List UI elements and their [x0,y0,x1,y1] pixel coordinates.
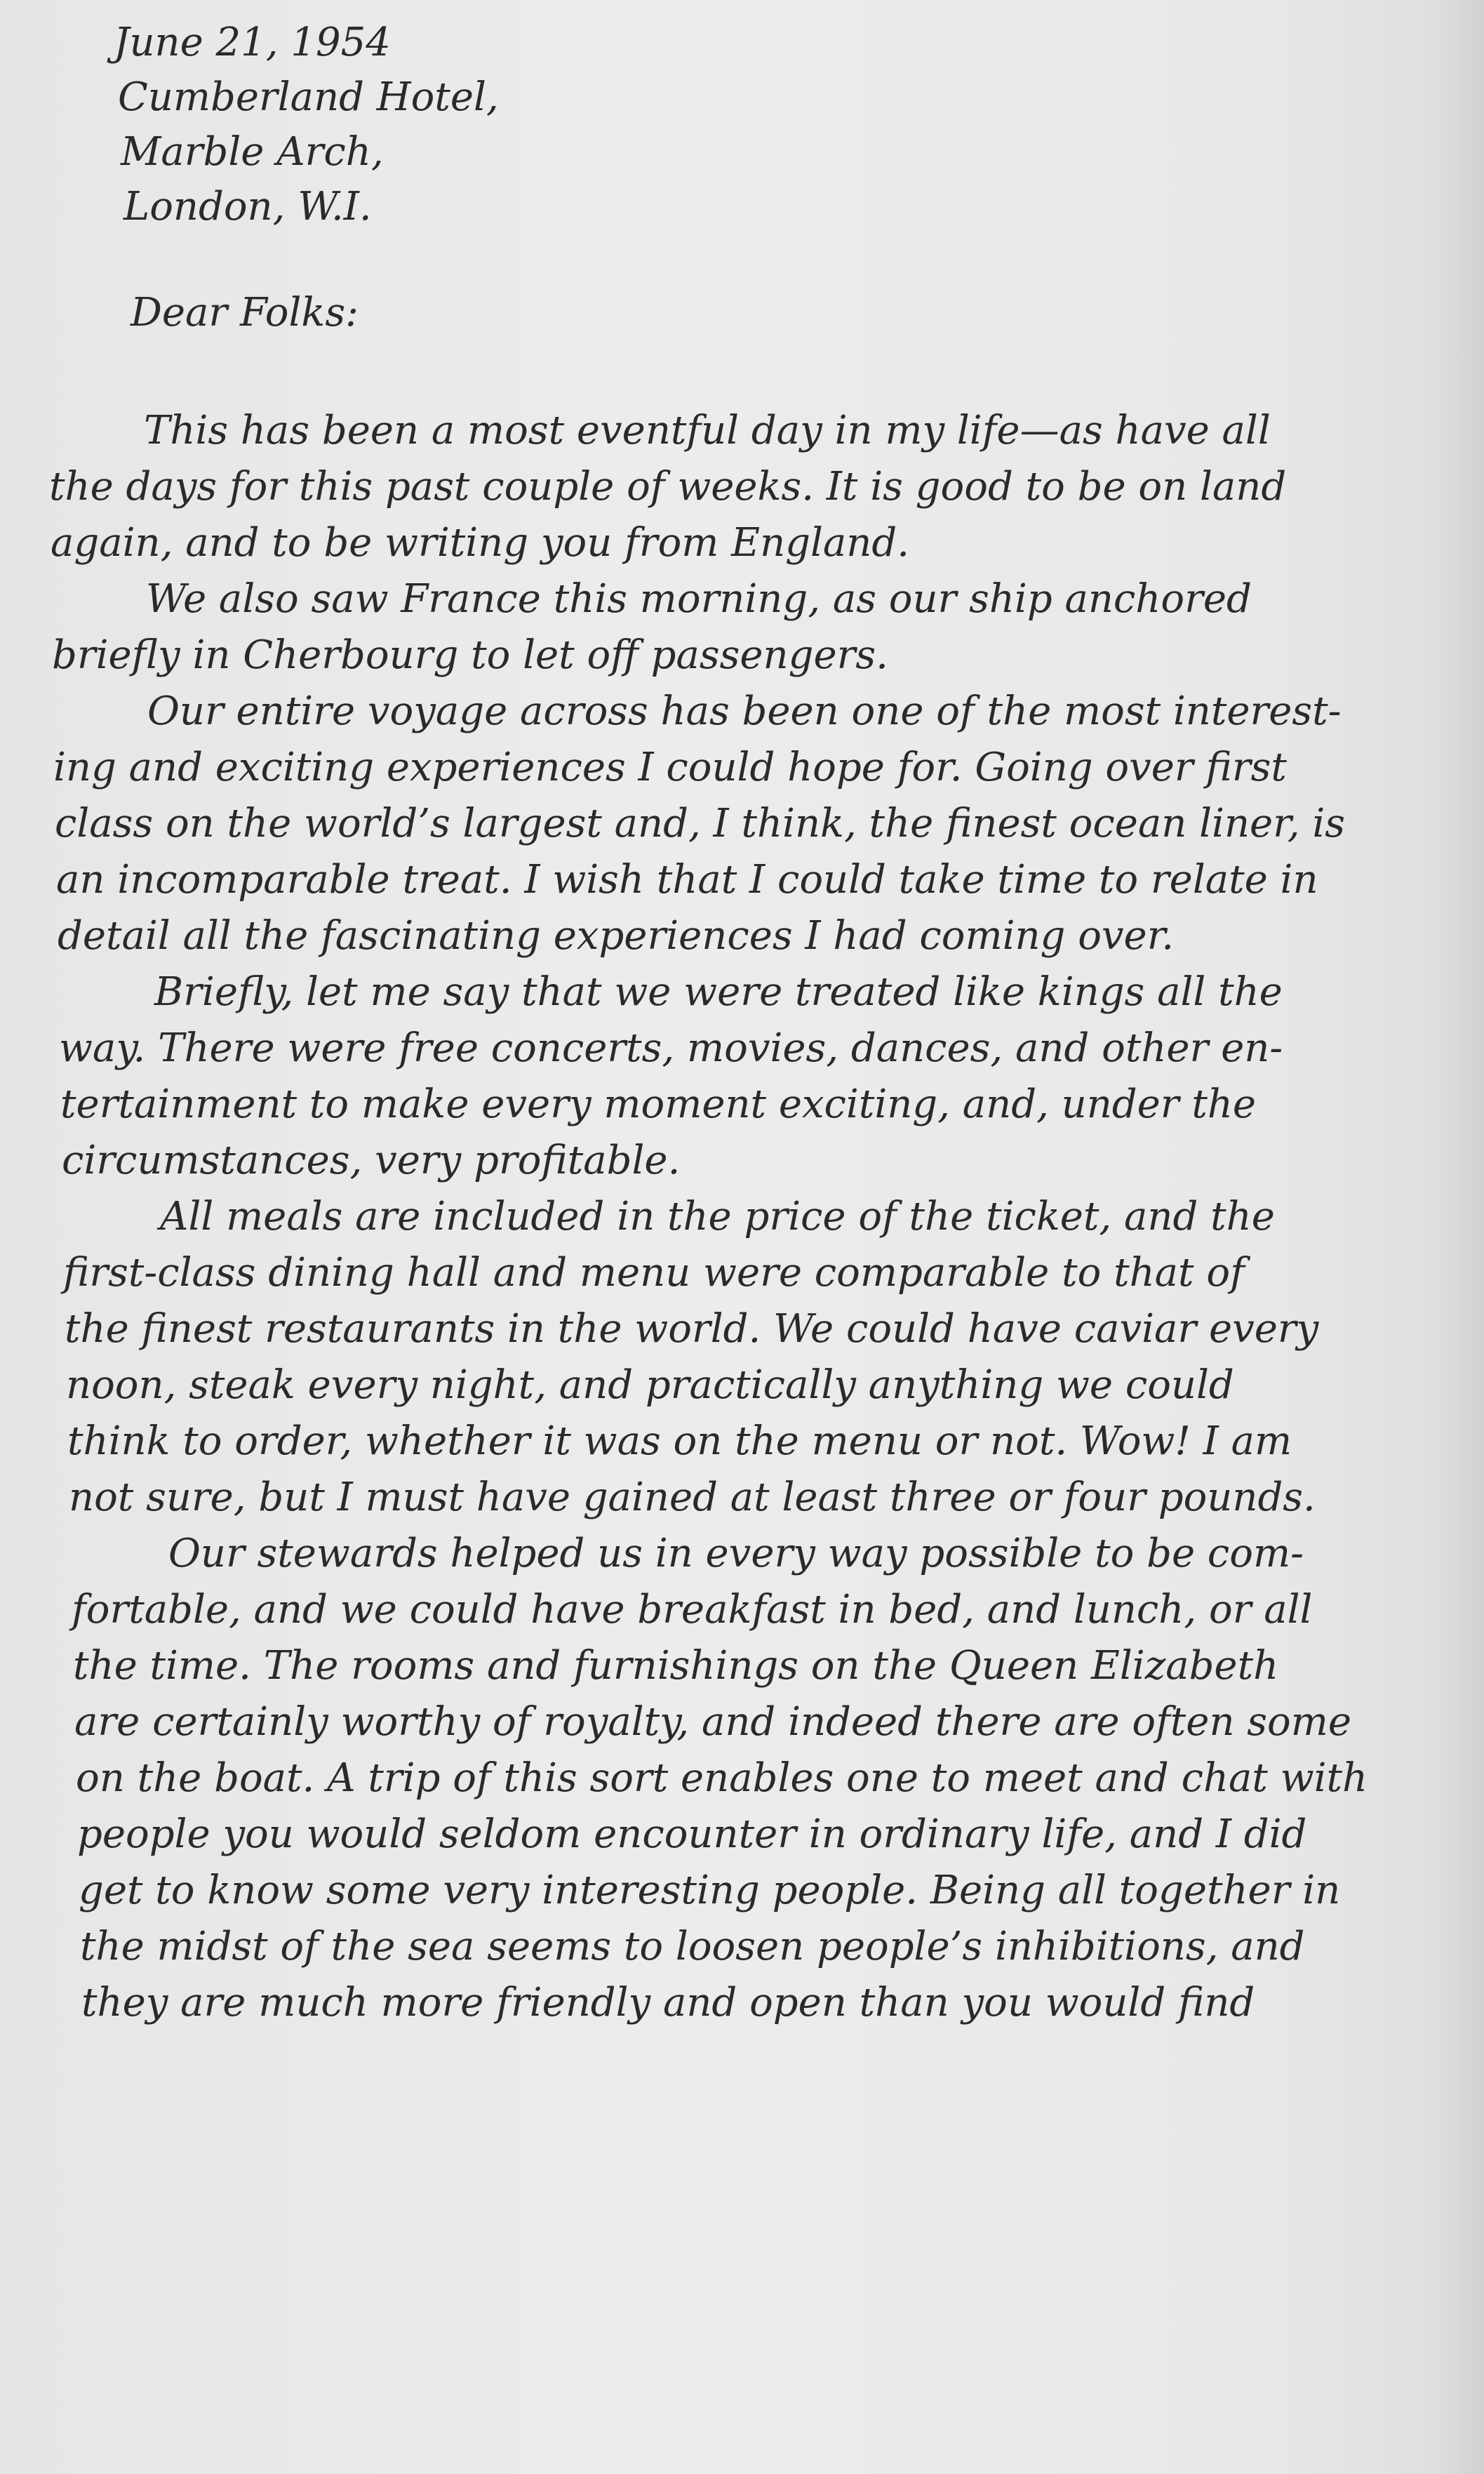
text-line: This has been a most eventful day in my life—as have all [144,408,1271,453]
paragraph [49,1189,1403,1526]
text-line: ing and exciting experiences I could hope for. Going over first [53,745,1287,790]
text-line: think to order, whether it was on the menu or not. Wow! I am [67,1418,1292,1464]
text-line: All meals are included in the price of the ticket, and the [160,1194,1275,1239]
paragraph [49,1526,1403,2031]
text-line: first-class dining hall and menu were comparable to that of [63,1250,1245,1296]
text-line: We also saw France this morning, as our ship anchored [146,576,1252,622]
text-line: an incomparable treat. I wish that I could take time to relate in [56,857,1318,903]
paragraph [49,684,1403,964]
text-line: noon, steak every night, and practically anything we could [66,1362,1234,1408]
letter-heading [49,15,1403,234]
paragraph [49,403,1403,571]
letter-salutation: Dear Folks: [131,290,359,335]
text-line: detail all the fascinating experiences I had coming over. [58,913,1175,959]
text-line: not sure, but I must have gained at least three or four pounds. [69,1475,1316,1520]
text-line: people you would seldom encounter in ordinary life, and I did [77,1811,1307,1857]
paragraph [49,964,1403,1189]
text-line: circumstances, very profitable. [62,1138,681,1183]
text-line: the finest restaurants in the world. We could have caviar every [65,1306,1319,1352]
text-line: class on the world’s largest and, I think, the finest ocean liner, is [55,801,1346,846]
text-line: Our stewards helped us in every way possible to be com- [168,1531,1304,1576]
text-line: get to know some very interesting people. Being all together in [79,1868,1341,1913]
text-line: the midst of the sea seems to loosen people’s inhibitions, and [80,1924,1305,1969]
text-line: fortable, and we could have breakfast in bed, and lunch, or all [72,1587,1313,1632]
text-line: way. There were free concerts, movies, dances, and other en- [59,1025,1283,1071]
letter-body [49,15,1403,2031]
text-line: are certainly worthy of royalty, and indeed there are often some [74,1699,1351,1745]
letter-address-line: London, W.I. [123,184,372,230]
letter-address-line: Marble Arch, [121,129,384,175]
text-line: Our entire voyage across has been one of the most interest- [147,689,1342,734]
page-edge-shadow [1435,0,1484,2474]
paragraph [49,571,1403,684]
text-line: tertainment to make every moment exciting, and, under the [60,1082,1257,1127]
letter-date: June 21, 1954 [114,20,391,65]
text-line: they are much more friendly and open than you would find [81,1980,1255,2026]
text-line: briefly in Cherbourg to let off passengers. [52,632,888,678]
text-line: Briefly, let me say that we were treated like kings all the [154,969,1283,1015]
text-line: on the boat. A trip of this sort enables one to meet and chat with [76,1755,1368,1801]
text-line: again, and to be writing you from England. [51,520,909,566]
letter-address-line: Cumberland Hotel, [118,74,499,120]
text-line: the time. The rooms and furnishings on the Queen Elizabeth [73,1643,1279,1689]
text-line: the days for this past couple of weeks. It is good to be on land [49,464,1287,510]
